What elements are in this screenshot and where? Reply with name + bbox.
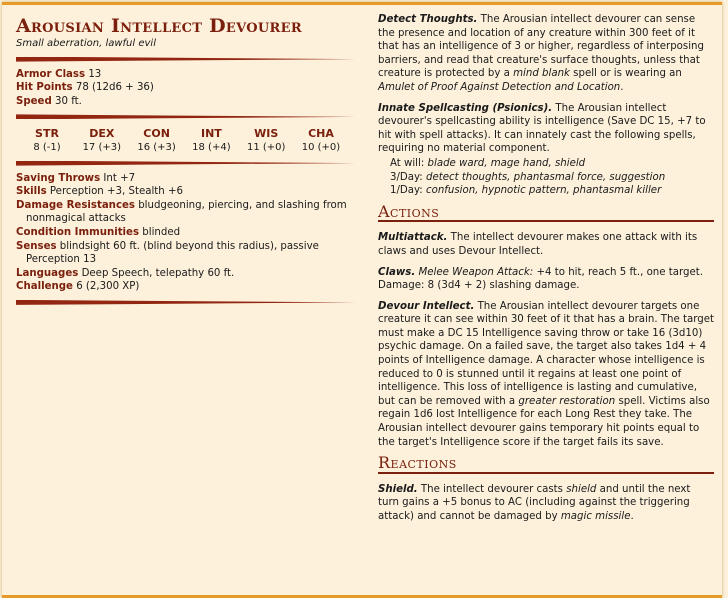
languages: Languages Deep Speech, telepathy 60 ft. <box>16 267 235 279</box>
ability-cha: CHA 10 (+0) <box>301 127 341 153</box>
reaction-shield: Shield. The intellect devourer casts shield and until the next turn gains a +5 bonus to AC (including against the triggering attack) and cannot be damaged by magic missile. <box>378 483 691 522</box>
ability-int: INT 18 (+4) <box>192 127 231 153</box>
stat-block <box>2 2 722 598</box>
actions-heading: Actions <box>378 205 714 223</box>
spell-list <box>390 157 714 198</box>
challenge: Challenge 6 (2,300 XP) <box>16 281 140 293</box>
hit-points: Hit Points 78 (12d6 + 36) <box>16 82 154 94</box>
armor-class: Armor Class 13 <box>16 68 102 80</box>
right-column <box>378 13 714 531</box>
ability-scores <box>16 127 356 154</box>
ability-wis: WIS 11 (+0) <box>246 127 286 153</box>
skills: Skills Perception +3, Stealth +6 <box>16 186 184 198</box>
spell-line: 3/Day: detect thoughts, phantasmal force, suggestion <box>390 171 666 183</box>
creature-type: Small aberration, lawful evil <box>16 38 156 49</box>
damage-resistances: Damage Resistances bludgeoning, piercing, and slashing from nonmagical attacks <box>16 199 347 225</box>
ability-con: CON 16 (+3) <box>137 127 176 153</box>
action-multiattack: Multiattack. The intellect devourer makes one attack with its claws and uses Devour Intellect. <box>378 232 698 257</box>
left-column <box>16 13 356 311</box>
trait-innate-spellcasting: Innate Spellcasting (Psionics). The Arousian intellect devourer's spellcasting ability is intelligence (Save DC 15, +7 to hit with spell attacks). It can innately cast the following spells, requiring no material component. <box>378 102 706 155</box>
divider <box>16 300 356 305</box>
divider <box>16 57 356 62</box>
saving-throws: Saving Throws Int +7 <box>16 172 136 184</box>
ability-str: STR 8 (-1) <box>33 127 61 153</box>
spell-line: 1/Day: confusion, hypnotic pattern, phantasmal killer <box>390 185 662 197</box>
trait-detect-thoughts: Detect Thoughts. The Arousian intellect devourer can sense the presence and location of any creature within 300 feet of it that has an intelligence of 3 or higher, regardless of interposing barriers, and read that creature's surface thoughts, unless that creature is protected by a mind blank spell or is wearing an Amulet of Proof Against Detection and Location. <box>378 14 704 93</box>
condition-immunities: Condition Immunities blinded <box>16 226 181 238</box>
spell-line: At will: blade ward, mage hand, shield <box>390 157 586 169</box>
ability-dex: DEX 17 (+3) <box>82 127 122 153</box>
reactions-heading: Reactions <box>378 456 714 474</box>
divider <box>16 161 356 166</box>
speed: Speed 30 ft. <box>16 95 82 107</box>
divider <box>16 114 356 119</box>
action-devour-intellect: Devour Intellect. The Arousian intellect devourer targets one creature it can see within 30 feet of it that has a brain. The target must make a DC 15 Intelligence saving throw or take 16 (3d10) psychic damage. On a failed save, the target also takes 1d4 + 4 points of Intelligence damage. A character whose intelligence is reduced to 0 is stunned until it regains at least one point of intelligence. This loss of intelligence is lasting and cumulative, but can be removed with a greater restoration spell. Victims also regain 1d6 lost Intelligence for each Long Rest they take. The Arousian intellect devourer gains temporary hit points equal to the target's Intelligence score if the target fails its save. <box>378 300 714 448</box>
action-claws: Claws. Melee Weapon Attack: +4 to hit, reach 5 ft., one target. Damage: 8 (3d4 + 2) slashing damage. <box>378 266 703 292</box>
creature-name: Arousian Intellect Devourer <box>16 15 302 37</box>
senses: Senses blindsight 60 ft. (blind beyond this radius), passive Perception 13 <box>16 240 319 266</box>
